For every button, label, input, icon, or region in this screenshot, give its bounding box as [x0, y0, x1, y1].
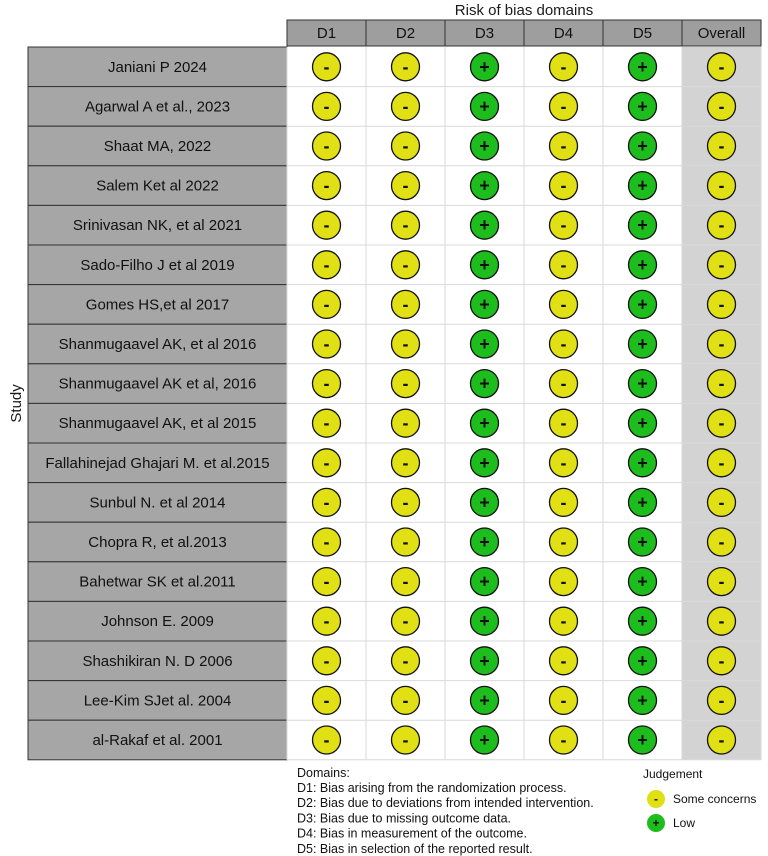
legend-symbol: - [654, 792, 658, 806]
judgement-symbol: - [402, 730, 409, 750]
judgement-symbol: + [637, 254, 648, 275]
judgement-symbol: + [479, 175, 490, 196]
judgement-symbol: - [718, 96, 725, 117]
judgement-symbol: - [560, 373, 567, 394]
judgement-symbol: - [560, 294, 567, 315]
column-header-d4: D4 [553, 25, 574, 42]
judgement-symbol: + [637, 373, 648, 394]
judgement-symbol: - [402, 56, 409, 77]
judgement-symbol: - [323, 373, 330, 394]
judgement-symbol: + [479, 413, 490, 434]
judgement-symbol: - [718, 452, 725, 473]
judgement-symbol: - [402, 96, 409, 117]
judgement-symbol: + [479, 492, 490, 513]
judgement-symbol: - [560, 136, 567, 156]
judgement-symbol: + [637, 611, 648, 632]
judgement-symbol: - [402, 532, 409, 552]
judgement-symbol: - [718, 334, 725, 354]
judgement-symbol: + [479, 650, 490, 671]
judgement-symbol: - [323, 215, 330, 236]
judgement-symbol: - [560, 611, 567, 632]
judgement-symbol: + [479, 690, 490, 711]
judgement-symbol: + [637, 215, 648, 236]
judgement-symbol: - [560, 532, 567, 552]
study-label: Shashikiran N. D 2006 [82, 652, 233, 670]
judgement-symbol: - [402, 413, 409, 434]
study-label: Fallahinejad Ghajari M. et al.2015 [45, 454, 270, 472]
judgement-symbol: - [323, 334, 330, 354]
y-axis-label: Study [8, 384, 25, 423]
judgement-symbol: - [718, 690, 725, 711]
column-header-d2: D2 [395, 25, 416, 42]
judgement-symbol: - [402, 334, 409, 354]
judgement-symbol: - [560, 56, 567, 77]
judgement-symbol: + [637, 175, 648, 196]
judgement-symbol: - [718, 254, 725, 275]
judgement-symbol: - [560, 650, 567, 671]
judgement-symbol: + [479, 294, 490, 315]
judgement-symbol: - [718, 175, 725, 196]
judgement-symbol: + [479, 452, 490, 473]
judgement-symbol: - [560, 175, 567, 196]
study-label: Bahetwar SK et al.2011 [79, 573, 236, 591]
legend-label-low: Low [673, 816, 696, 830]
study-label: al-Rakaf et al. 2001 [92, 732, 223, 749]
legend-label-some: Some concerns [673, 792, 757, 806]
judgement-symbol: + [637, 452, 648, 473]
judgement-symbol: - [560, 730, 567, 750]
judgement-symbol: + [637, 650, 648, 671]
legend-symbol: + [652, 816, 660, 830]
judgement-symbol: + [637, 294, 648, 315]
judgement-symbol: - [560, 413, 567, 434]
judgement-symbol: + [637, 571, 648, 592]
judgement-symbol: - [560, 452, 567, 473]
judgement-symbol: - [402, 175, 409, 196]
judgement-symbol: - [402, 373, 409, 394]
judgement-symbol: - [323, 96, 330, 117]
judgement-symbol: - [718, 413, 725, 434]
judgement-symbol: - [323, 492, 330, 513]
domains-legend-item: D4: Bias in measurement of the outcome. [297, 826, 527, 841]
study-label: Shanmugaavel AK, et al 2016 [58, 336, 257, 353]
judgement-symbol: + [479, 215, 490, 236]
judgement-symbol: + [479, 571, 490, 592]
judgement-symbol: - [323, 294, 330, 315]
judgement-symbol: + [479, 373, 490, 394]
judgement-symbol: - [718, 136, 725, 156]
judgement-symbol: - [718, 611, 725, 632]
judgement-symbol: - [718, 373, 725, 394]
judgement-symbol: - [560, 215, 567, 236]
judgement-symbol: + [637, 334, 648, 354]
judgement-symbol: - [718, 532, 725, 552]
judgement-symbol: - [323, 571, 330, 592]
judgement-symbol: - [560, 334, 567, 354]
study-label: Johnson E. 2009 [101, 613, 214, 631]
judgement-symbol: + [479, 254, 490, 275]
study-label: Srinivasan NK, et al 2021 [72, 217, 243, 235]
judgement-symbol: - [323, 136, 330, 156]
judgement-symbol: + [479, 96, 490, 117]
judgement-symbol: - [402, 215, 409, 236]
judgement-symbol: + [637, 730, 648, 750]
domains-legend-item: D5: Bias in selection of the reported result. [297, 841, 533, 856]
judgement-symbol: - [402, 452, 409, 473]
domains-legend-item: D1: Bias arising from the randomization process. [297, 781, 567, 795]
judgement-symbol: - [560, 571, 567, 592]
judgement-symbol: - [323, 56, 330, 77]
judgement-symbol: - [718, 294, 725, 315]
judgement-symbol: + [479, 730, 490, 750]
judgement-symbol: + [479, 136, 490, 156]
judgement-symbol: - [323, 730, 330, 750]
chart-title: Risk of bias domains [454, 2, 594, 19]
judgement-symbol: - [402, 294, 409, 315]
study-label: Shaat MA, 2022 [103, 138, 212, 155]
column-header-d1: D1 [316, 25, 337, 42]
judgement-symbol: + [637, 56, 648, 77]
study-label: Sunbul N. et al 2014 [89, 494, 226, 512]
study-label: Gomes HS,et al 2017 [85, 296, 230, 314]
judgement-symbol: + [637, 96, 648, 117]
judgement-symbol: - [402, 492, 409, 513]
judgement-symbol: - [718, 571, 725, 592]
judgement-symbol: - [718, 492, 725, 513]
judgement-symbol: - [402, 650, 409, 671]
judgement-symbol: + [637, 532, 648, 552]
study-label: Agarwal A et al., 2023 [84, 98, 231, 116]
judgement-symbol: + [479, 334, 490, 354]
judgement-symbol: - [718, 650, 725, 671]
study-label: Sado-Filho J et al 2019 [80, 256, 235, 274]
domains-legend-item: D2: Bias due to deviations from intended intervention. [297, 796, 594, 811]
study-label: Chopra R, et al.2013 [88, 534, 227, 551]
study-label: Janiani P 2024 [108, 58, 207, 76]
judgement-symbol: - [323, 611, 330, 632]
judgement-symbol: - [402, 254, 409, 275]
judgement-symbol: - [323, 254, 330, 275]
judgement-symbol: - [323, 413, 330, 434]
judgement-symbol: - [323, 532, 330, 552]
judgement-symbol: - [718, 730, 725, 750]
column-header-d5: D5 [632, 25, 653, 42]
domains-legend-item: D3: Bias due to missing outcome data. [297, 811, 512, 826]
judgement-symbol: - [560, 254, 567, 275]
judgement-symbol: + [479, 532, 490, 552]
judgement-symbol: - [402, 136, 409, 156]
judgement-symbol: - [402, 571, 409, 592]
judgement-symbol: - [560, 690, 567, 711]
judgement-symbol: - [718, 215, 725, 236]
judgement-symbol: - [323, 650, 330, 671]
judgement-symbol: + [637, 136, 648, 156]
judgement-symbol: + [637, 690, 648, 711]
study-label: Shanmugaavel AK, et al 2015 [58, 415, 257, 433]
judgement-symbol: - [718, 56, 725, 77]
judgement-symbol: + [637, 413, 648, 434]
column-header-overall: Overall [697, 25, 746, 42]
judgement-symbol: + [479, 56, 490, 77]
judgement-symbol: - [402, 690, 409, 711]
judgement-symbol: - [323, 452, 330, 473]
judgement-symbol: - [560, 492, 567, 513]
judgement-symbol: - [323, 175, 330, 196]
study-label: Salem Ket al 2022 [96, 177, 219, 195]
judgement-symbol: - [402, 611, 409, 632]
judgement-symbol: - [560, 96, 567, 117]
study-label: Lee-Kim SJet al. 2004 [83, 692, 232, 710]
judgement-symbol: - [323, 690, 330, 711]
judgement-symbol: + [479, 611, 490, 632]
judgement-symbol: + [637, 492, 648, 513]
domains-legend-title: Domains: [297, 766, 350, 780]
judgement-legend-title: Judgement [643, 767, 703, 781]
column-header-d3: D3 [474, 25, 495, 42]
study-label: Shanmugaavel AK et al, 2016 [58, 375, 257, 393]
